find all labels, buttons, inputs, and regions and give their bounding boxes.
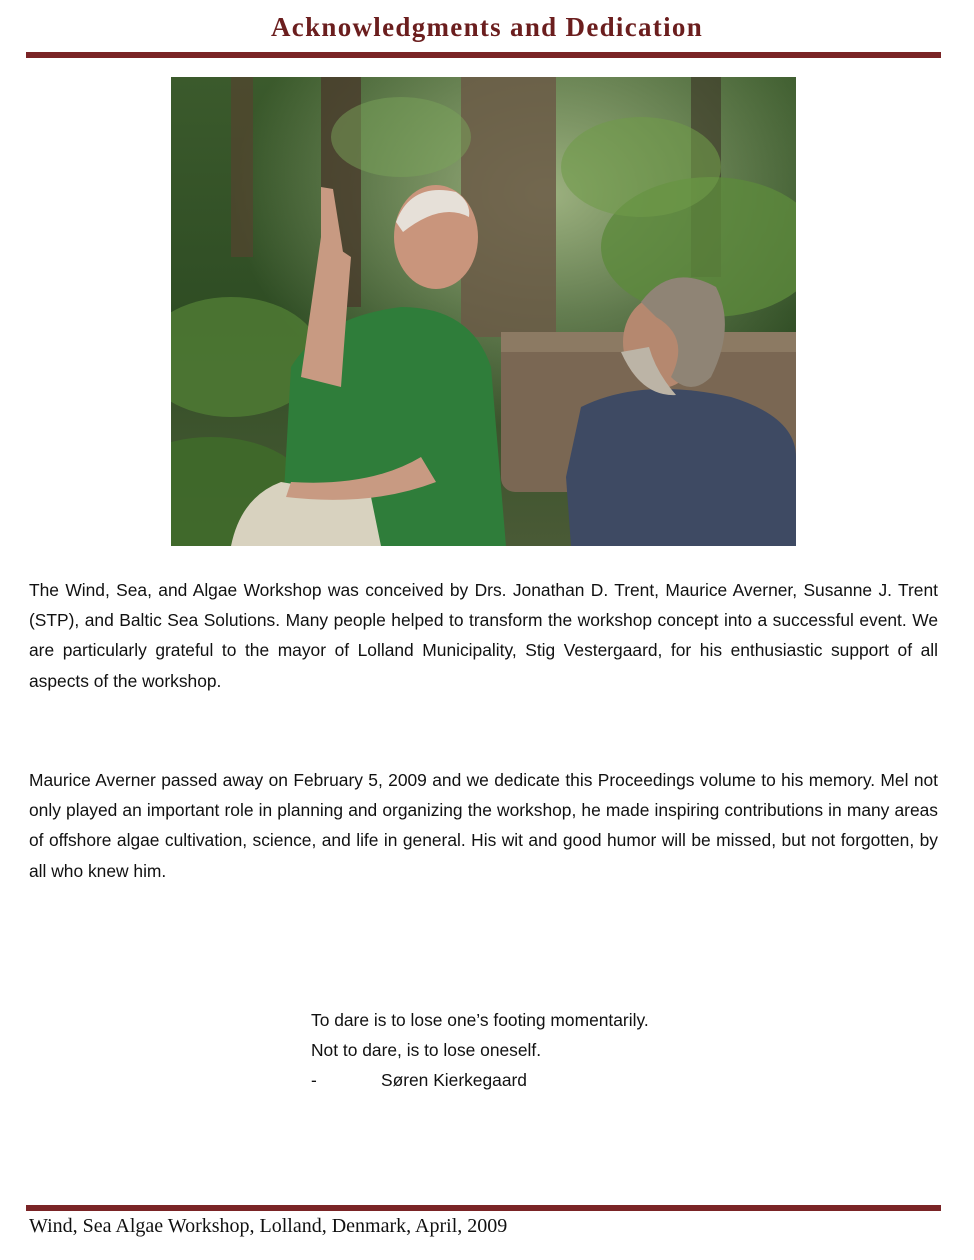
quote-author: Søren Kierkegaard — [381, 1070, 527, 1091]
footer-divider — [26, 1205, 941, 1211]
quote-block — [311, 1005, 649, 1096]
quote-line-1: To dare is to lose one’s footing momentarily. — [311, 1010, 649, 1030]
page-footer: Wind, Sea Algae Workshop, Lolland, Denmark, April, 2009 — [29, 1215, 508, 1237]
page-title: Acknowledgments and Dedication — [270, 12, 704, 42]
attribution-dash: - — [311, 1070, 317, 1091]
quote-line-2: Not to dare, is to lose oneself. — [311, 1040, 542, 1061]
dedication-photo — [171, 77, 796, 546]
dedication-paragraph: Maurice Averner passed away on February 5, 2009 and we dedicate this Proceedings volume to his memory. Mel not only played an important role in planning and organizing the workshop, he made inspiring contributions in many areas of offshore algae cultivation, science, and life in general. His wit and good humor will be missed, but not forgotten, by all who knew him. — [29, 770, 938, 881]
photo-two-men-in-forest-icon — [171, 77, 796, 546]
quote-attribution — [311, 1065, 649, 1095]
acknowledgment-paragraph: The Wind, Sea, and Algae Workshop was conceived by Drs. Jonathan D. Trent, Maurice Averner, Susanne J. Trent (STP), and Baltic Sea Solutions. Many people helped to transform the workshop concept into a successful event. We are particularly grateful to the mayor of Lolland Municipality, Stig Vestergaard, for his enthusiastic support of all aspects of the workshop. — [29, 580, 938, 691]
header-divider — [26, 52, 941, 58]
